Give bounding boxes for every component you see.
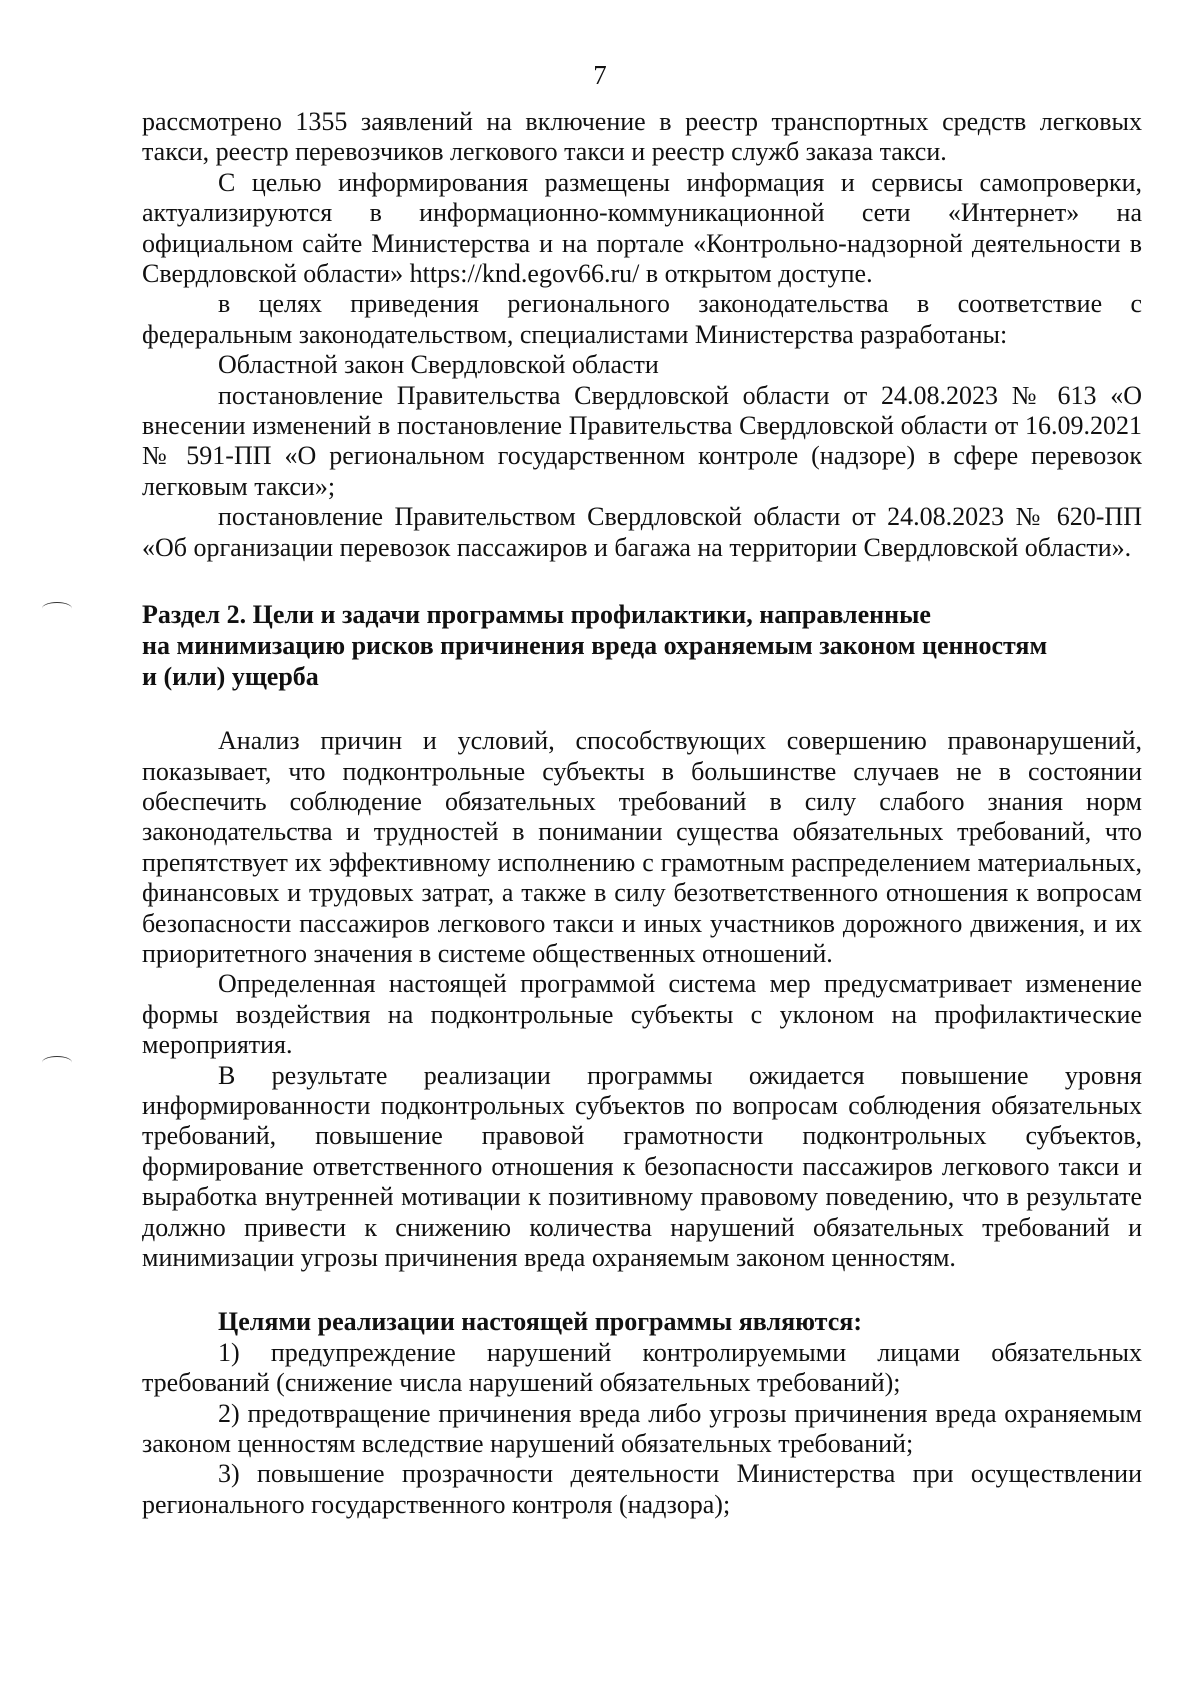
paragraph: Областной закон Свердловской области bbox=[218, 350, 659, 380]
paragraph: рассмотрено 1355 заявлений на включение в реестр транспортных средств легковых такси, реестр перевозчиков легкового такси и реестр служб заказа такси. bbox=[142, 107, 1142, 167]
goal-item: 1) предупреждение нарушений контролируемыми лицами обязательных требований (снижение числа нарушений обязательных требований); bbox=[142, 1337, 1142, 1398]
section-heading-line: на минимизацию рисков причинения вреда охраняемым законом ценностям bbox=[142, 631, 1048, 661]
goal-item: 3) повышение прозрачности деятельности Министерства при осуществлении регионального государственного контроля (надзора); bbox=[142, 1459, 1142, 1519]
paragraph: в целях приведения регионального законодательства в соответствие с федеральным законодательством, специалистами Министерства разработаны: bbox=[142, 289, 1142, 349]
binding-hole-mark bbox=[42, 1056, 72, 1069]
paragraph: постановление Правительства Свердловской области от 24.08.2023 № 613 «О внесении изменений в постановление Правительства Свердловской области от 16.09.2021 № 591-ПП «О региональном государственном контроле (надзоре) в сфере перевозок легковым такси»; bbox=[142, 380, 1142, 501]
spacer bbox=[142, 692, 1142, 726]
goals-heading: Целями реализации настоящей программы являются: bbox=[218, 1307, 863, 1337]
paragraph: С целью информирования размещены информация и сервисы самопроверки, актуализируются в информационно-коммуникационной сети «Интернет» на официальном сайте Министерства и на портале «Контрольно-надзорной деятельности в Свердловской области» https://knd.egov66.ru/ в открытом доступе. bbox=[142, 167, 1142, 289]
section-heading-line: Раздел 2. Цели и задачи программы профилактики, направленные bbox=[142, 600, 931, 630]
spacer bbox=[142, 1273, 1142, 1307]
page-number: 7 bbox=[593, 60, 607, 90]
goal-item: 2) предотвращение причинения вреда либо угрозы причинения вреда охраняемым законом ценностям вследствие нарушений обязательных требований; bbox=[142, 1398, 1142, 1459]
binding-hole-mark bbox=[42, 602, 72, 615]
document-body bbox=[142, 107, 1142, 1520]
section-heading-line: и (или) ущерба bbox=[142, 662, 319, 692]
paragraph: Анализ причин и условий, способствующих совершению правонарушений, показывает, что подконтрольные субъекты в большинстве случаев не в состоянии обеспечить соблюдение обязательных требований в силу слабого знания норм законодательства и трудностей в понимании существа обязательных требований, что препятствует их эффективному исполнению с грамотным распределением материальных, финансовых и трудовых затрат, а также в силу безответственного отношения к вопросам безопасности пассажиров легкового такси и иных участников дорожного движения, и их приоритетного значения в системе общественных отношений. bbox=[142, 726, 1142, 968]
paragraph: Определенная настоящей программой система мер предусматривает изменение формы воздействия на подконтрольные субъекты с уклоном на профилактические мероприятия. bbox=[142, 969, 1142, 1060]
spacer bbox=[142, 563, 1142, 599]
section-heading bbox=[142, 599, 1142, 692]
paragraph: В результате реализации программы ожидается повышение уровня информированности подконтрольных субъектов по вопросам соблюдения обязательных требований, повышение правовой грамотности подконтрольных субъектов, формирование ответственного отношения к безопасности пассажиров легкового такси и выработка внутренней мотивации к позитивному правовому поведению, что в результате должно привести к снижению количества нарушений обязательных требований и минимизации угрозы причинения вреда охраняемым законом ценностям. bbox=[142, 1060, 1142, 1272]
paragraph: постановление Правительством Свердловской области от 24.08.2023 № 620-ПП «Об организации перевозок пассажиров и багажа на территории Свердловской области». bbox=[142, 502, 1142, 562]
